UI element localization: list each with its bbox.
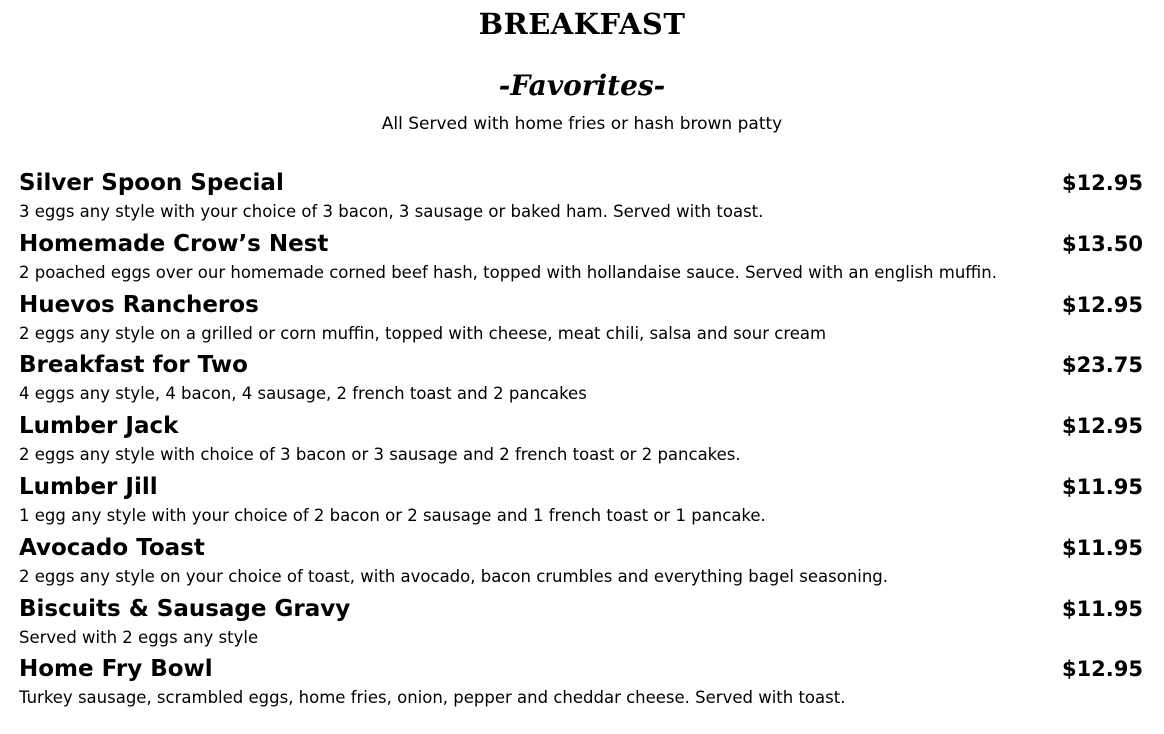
item-name: Homemade Crow’s Nest [19,230,329,257]
menu-item [19,654,1143,715]
item-description: 1 egg any style with your choice of 2 bacon or 2 sausage and 1 french toast or 1 pancake. [19,505,766,525]
item-name: Lumber Jill [19,473,158,500]
item-name: Avocado Toast [19,534,205,561]
item-name: Breakfast for Two [19,352,248,379]
item-price: $12.95 [1061,657,1143,682]
item-price: $11.95 [1061,596,1143,621]
item-price: $12.95 [1061,292,1143,317]
item-name: Huevos Rancheros [19,291,259,318]
item-description: 2 poached eggs over our homemade corned beef hash, topped with hollandaise sauce. Served with an english muffin. [19,262,997,282]
item-price: $11.95 [1061,474,1143,499]
item-price: $23.75 [1061,353,1143,378]
item-name: Biscuits & Sausage Gravy [19,595,351,622]
menu-item [19,168,1143,229]
item-price: $12.95 [1061,414,1143,439]
menu-list [19,168,1143,715]
item-description: Served with 2 eggs any style [19,627,259,647]
menu-item [19,472,1143,533]
item-name: Home Fry Bowl [19,656,213,683]
item-description: 3 eggs any style with your choice of 3 bacon, 3 sausage or baked ham. Served with toast. [19,202,764,221]
item-description: 2 eggs any style on a grilled or corn muffin, topped with cheese, meat chili, salsa and sour cream [19,323,827,343]
menu-item [19,350,1143,411]
item-description: 4 eggs any style, 4 bacon, 4 sausage, 2 french toast and 2 pancakes [19,384,587,404]
item-price: $13.50 [1061,231,1143,256]
menu-item [19,411,1143,472]
section-subtitle: -Favorites- [498,69,666,102]
item-name: Lumber Jack [19,413,179,440]
menu-item [19,594,1143,655]
item-description: Turkey sausage, scrambled eggs, home fries, onion, pepper and cheddar cheese. Served with toast. [19,688,846,708]
menu-item [19,290,1143,351]
menu-item [19,533,1143,594]
item-name: Silver Spoon Special [19,170,284,196]
item-description: 2 eggs any style on your choice of toast, with avocado, bacon crumbles and everything bagel seasoning. [19,566,889,586]
item-price: $11.95 [1061,535,1143,560]
menu-title: BREAKFAST [478,7,686,41]
item-description: 2 eggs any style with choice of 3 bacon or 3 sausage and 2 french toast or 2 pancakes. [19,445,741,465]
item-price: $12.95 [1061,171,1143,195]
served-note: All Served with home fries or hash brown patty [381,114,783,134]
menu-item [19,229,1143,290]
